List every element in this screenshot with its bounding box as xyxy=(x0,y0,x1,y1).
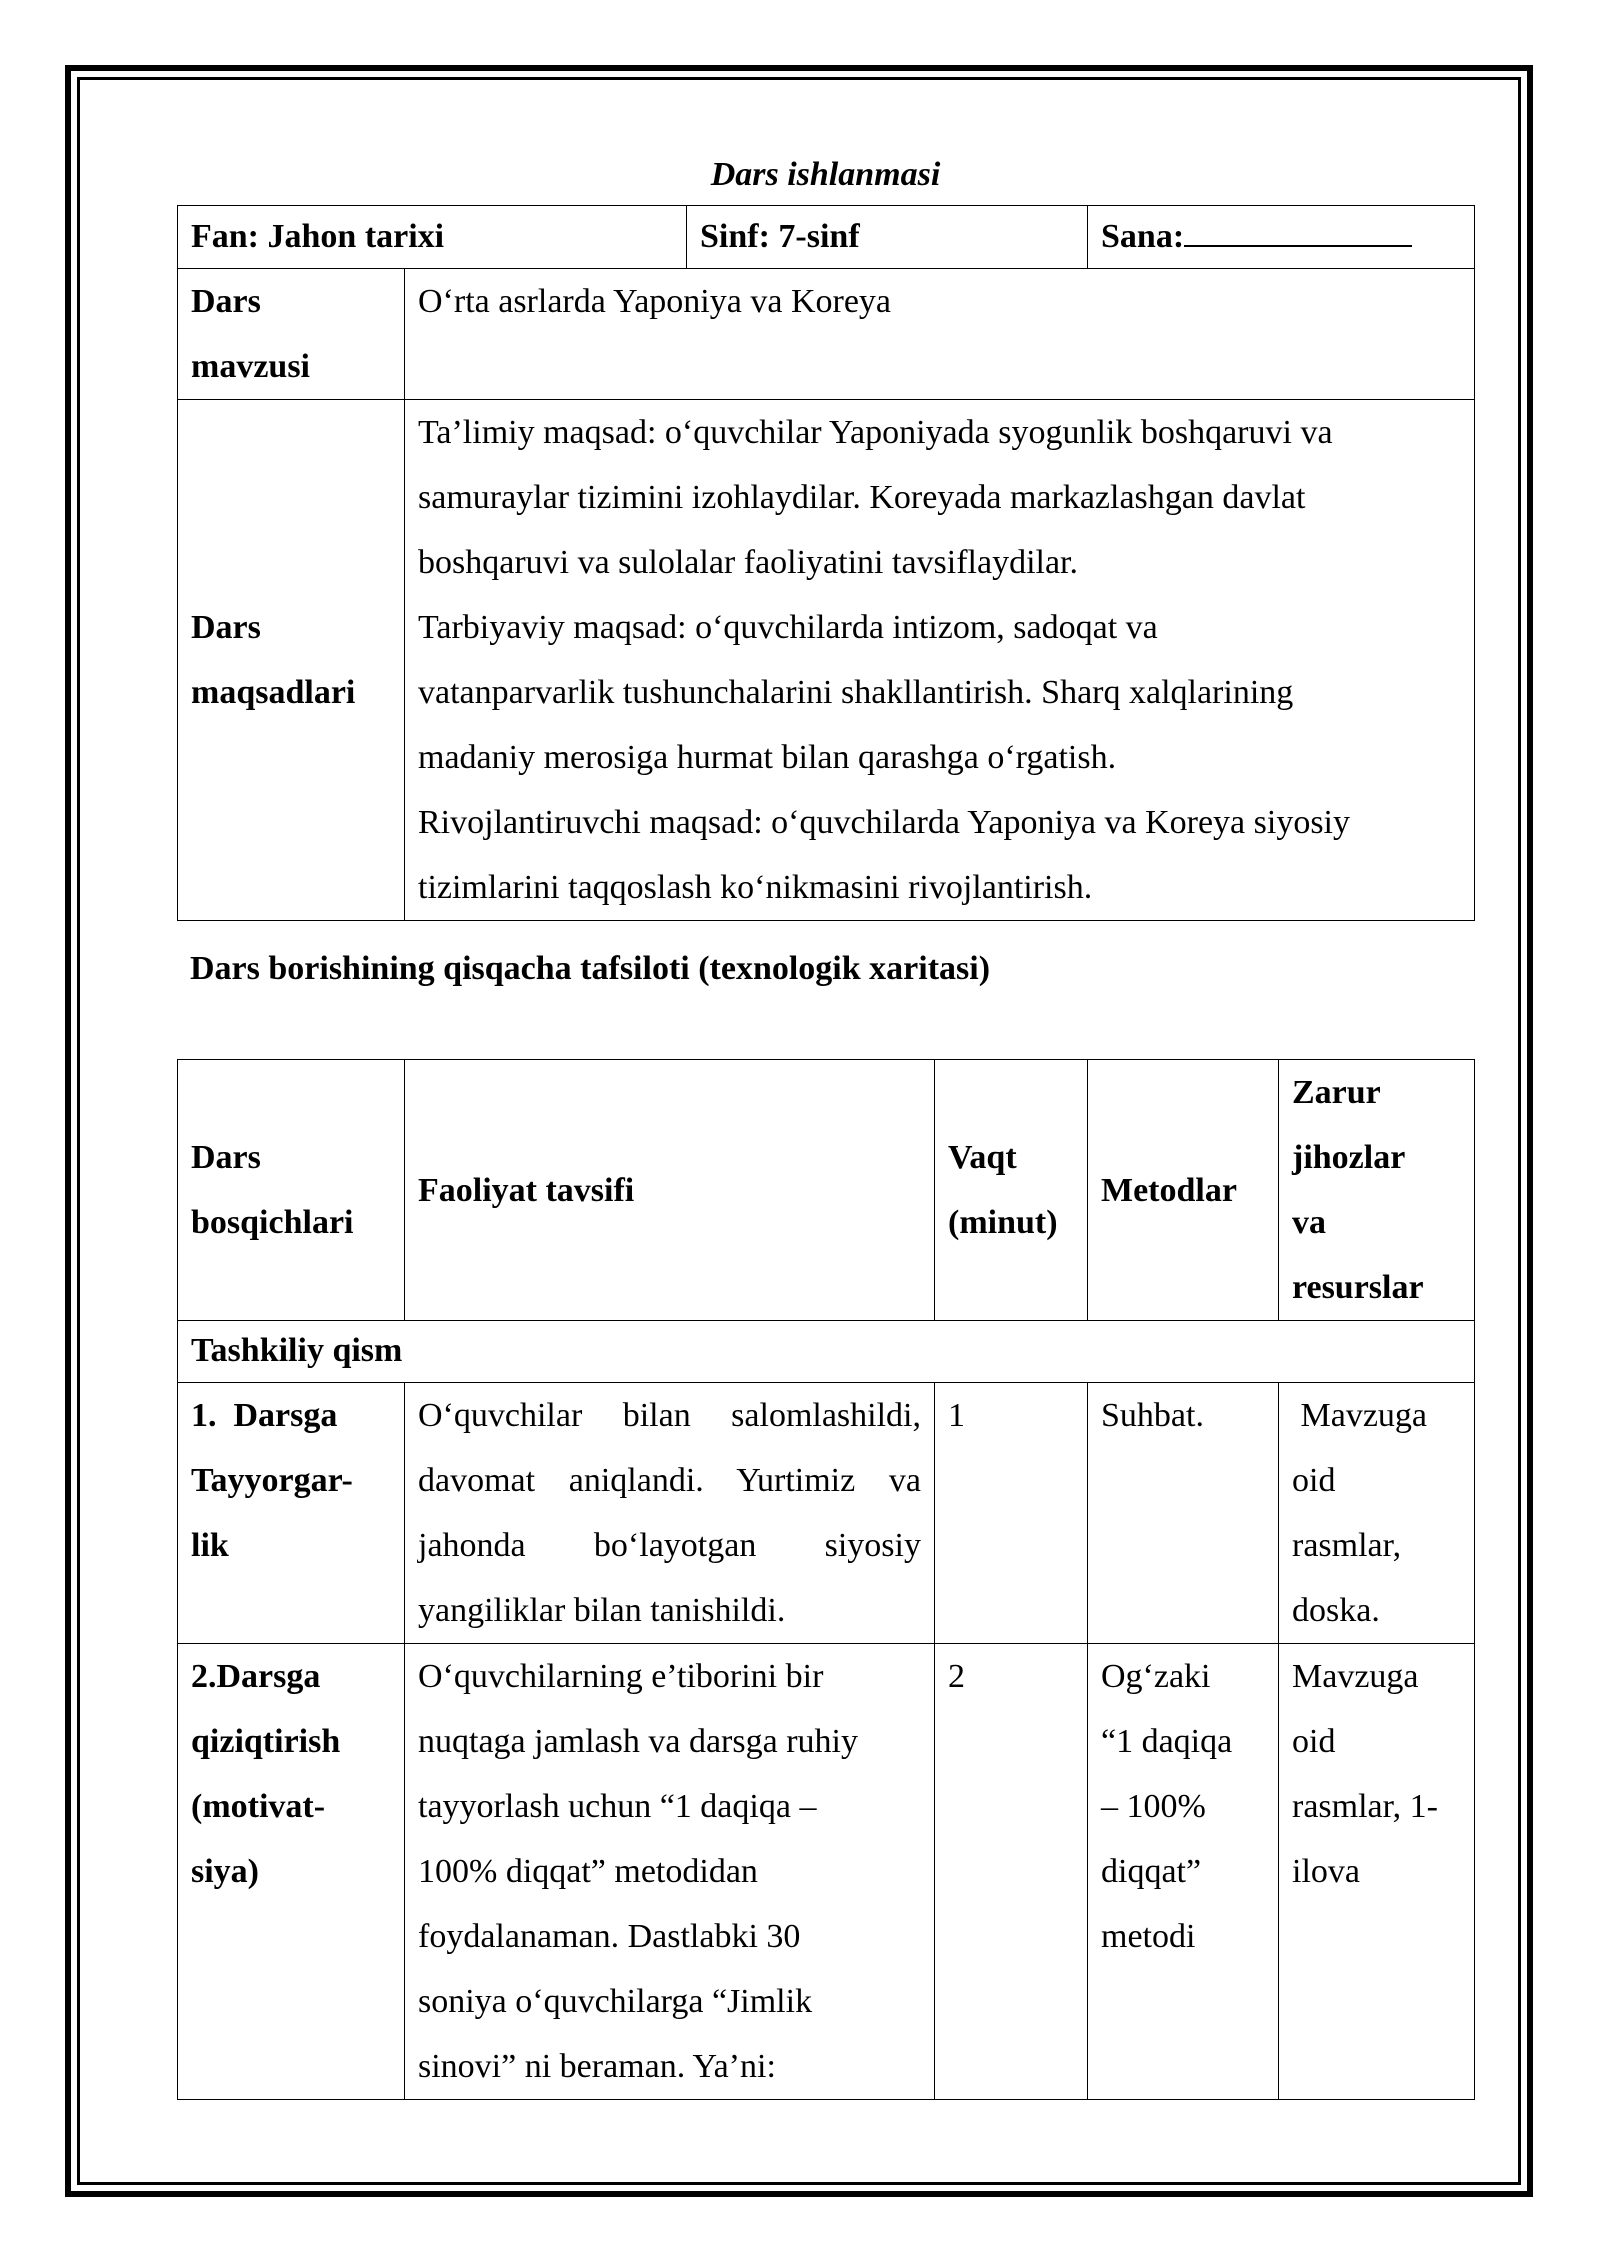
objective-line: samuraylar tizimini izohlaydilar. Koreyada markazlashgan davlat xyxy=(418,479,1306,516)
cell-line: sinovi” ni beraman. Ya’ni: xyxy=(418,2048,776,2085)
lesson-info-table xyxy=(177,205,1475,921)
cell-line: O‘quvchilar bilan salomlashildi, xyxy=(418,1397,921,1434)
section-row-cell xyxy=(178,1321,1475,1383)
header-line: bosqichlari xyxy=(191,1204,354,1241)
cell-line: Og‘zaki xyxy=(1101,1658,1211,1695)
header-line: Vaqt xyxy=(948,1139,1017,1176)
info-header-row xyxy=(178,206,1475,269)
header-line: resurslar xyxy=(1292,1269,1424,1306)
cell-line: 2.Darsga xyxy=(191,1658,321,1695)
subject-text: Fan: Jahon tarixi xyxy=(191,218,445,255)
objectives-label-line: Dars xyxy=(191,609,261,646)
grade-cell xyxy=(687,206,1088,269)
header-line: Zarur xyxy=(1292,1074,1381,1111)
cell-line: lik xyxy=(191,1527,229,1564)
topic-row xyxy=(178,269,1475,400)
cell-line: (motivat- xyxy=(191,1788,326,1825)
resources-cell xyxy=(1279,1644,1475,2100)
objectives-row xyxy=(178,400,1475,921)
document-title: Dars ishlanmasi xyxy=(710,156,941,193)
objective-line: madaniy merosiga hurmat bilan qarashga o‘rgatish. xyxy=(418,739,1117,776)
table-row xyxy=(178,1383,1475,1644)
cell-line: soniya o‘quvchilarga “Jimlik xyxy=(418,1983,813,2020)
cell-line: ilova xyxy=(1292,1853,1360,1890)
objectives-label-line: maqsadlari xyxy=(191,674,356,711)
topic-value: O‘rta asrlarda Yaponiya va Koreya xyxy=(418,283,891,320)
date-label: Sana: xyxy=(1101,218,1185,255)
cell-line: davomat aniqlandi. Yurtimiz va xyxy=(418,1462,921,1499)
topic-label-line: Dars xyxy=(191,283,261,320)
header-time xyxy=(935,1060,1088,1321)
date-cell xyxy=(1088,206,1475,269)
objective-line: Ta’limiy maqsad: o‘quvchilar Yaponiyada syogunlik boshqaruvi va xyxy=(418,414,1333,451)
header-line: Metodlar xyxy=(1101,1171,1237,1209)
cell-line: rasmlar, xyxy=(1292,1527,1402,1564)
cell-line: 2 xyxy=(948,1658,965,1695)
cell-line: doska. xyxy=(1292,1592,1380,1629)
objectives-text-cell xyxy=(405,400,1475,921)
stage-cell xyxy=(178,1383,405,1644)
cell-line: yangiliklar bilan tanishildi. xyxy=(418,1592,786,1629)
cell-line: O‘quvchilarning e’tiborini bir xyxy=(418,1658,824,1695)
activity-cell xyxy=(405,1644,935,2100)
lesson-plan-table xyxy=(177,1059,1475,2100)
objective-line: Tarbiyaviy maqsad: o‘quvchilarda intizom, sadoqat va xyxy=(418,609,1158,646)
header-line: Faoliyat tavsifi xyxy=(418,1171,635,1209)
cell-line: siya) xyxy=(191,1853,259,1890)
time-cell xyxy=(935,1383,1088,1644)
date-blank-line xyxy=(1184,217,1412,247)
activity-cell xyxy=(405,1383,935,1644)
cell-line: Tayyorgar- xyxy=(191,1462,353,1499)
cell-line: rasmlar, 1- xyxy=(1292,1788,1438,1825)
plan-header-row xyxy=(178,1060,1475,1321)
methods-cell xyxy=(1088,1383,1279,1644)
section-row xyxy=(178,1321,1475,1383)
resources-cell xyxy=(1279,1383,1475,1644)
header-methods xyxy=(1088,1060,1279,1321)
objective-line: tizimlarini taqqoslash ko‘nikmasini rivojlantirish. xyxy=(418,869,1093,906)
document-content xyxy=(177,145,1474,2100)
cell-line: Mavzuga xyxy=(1292,1397,1428,1434)
spacer xyxy=(177,1009,1474,1059)
header-resources xyxy=(1279,1060,1475,1321)
cell-line: Suhbat. xyxy=(1101,1397,1204,1434)
section-heading: Dars borishining qisqacha tafsiloti (texnologik xaritasi) xyxy=(190,950,991,987)
header-activity xyxy=(405,1060,935,1321)
stage-cell xyxy=(178,1644,405,2100)
cell-line: nuqtaga jamlash va darsga ruhiy xyxy=(418,1723,858,1760)
objective-line: boshqaruvi va sulolalar faoliyatini tavsiflaydilar. xyxy=(418,544,1078,581)
objective-line: Rivojlantiruvchi maqsad: o‘quvchilarda Yaponiya va Koreya siyosiy xyxy=(418,804,1350,841)
cell-line: qiziqtirish xyxy=(191,1723,341,1760)
subject-cell xyxy=(178,206,687,269)
topic-label-cell xyxy=(178,269,405,400)
cell-line: oid xyxy=(1292,1723,1336,1760)
cell-line: diqqat” xyxy=(1101,1853,1202,1890)
header-line: jihozlar xyxy=(1292,1139,1406,1176)
objectives-label-cell xyxy=(178,400,405,921)
cell-line: jahonda bo‘layotgan siyosiy xyxy=(418,1527,921,1564)
methods-cell xyxy=(1088,1644,1279,2100)
topic-value-cell xyxy=(405,269,1475,400)
table-row xyxy=(178,1644,1475,2100)
cell-line: 100% diqqat” metodidan xyxy=(418,1853,758,1890)
cell-line: 1. Darsga xyxy=(191,1397,338,1434)
cell-line: Mavzuga xyxy=(1292,1658,1419,1695)
header-stage xyxy=(178,1060,405,1321)
time-cell xyxy=(935,1644,1088,2100)
header-line: va xyxy=(1292,1204,1326,1241)
topic-label-line: mavzusi xyxy=(191,348,310,385)
objective-line: vatanparvarlik tushunchalarini shakllantirish. Sharq xalqlarining xyxy=(418,674,1294,711)
cell-line: foydalanaman. Dastlabki 30 xyxy=(418,1918,801,1955)
cell-line: tayyorlash uchun “1 daqiqa – xyxy=(418,1788,817,1825)
cell-line: metodi xyxy=(1101,1918,1196,1955)
header-line: (minut) xyxy=(948,1204,1058,1241)
cell-line: – 100% xyxy=(1101,1788,1206,1825)
cell-line: 1 xyxy=(948,1397,965,1434)
cell-line: “1 daqiqa xyxy=(1101,1723,1233,1760)
grade-text: Sinf: 7-sinf xyxy=(700,218,860,255)
header-line: Dars xyxy=(191,1139,261,1176)
cell-line: oid xyxy=(1292,1462,1336,1499)
section-row-label: Tashkiliy qism xyxy=(191,1332,403,1369)
